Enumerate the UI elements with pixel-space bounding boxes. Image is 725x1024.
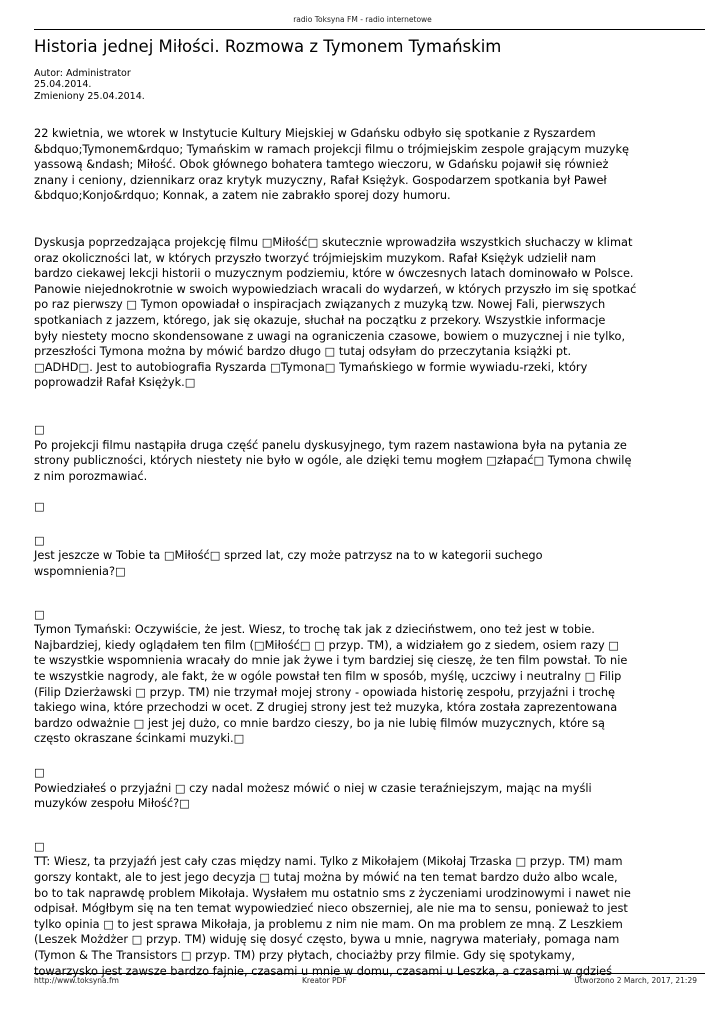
text-line: Jest jeszcze w Tobie ta □Miłość□ sprzed lat, czy może patrzysz na to w kategorii suchego [34, 548, 543, 563]
text-line: (Tymon & The Transistors □ przyp. TM) przy płytach, chociażby przy filmie. Gdy się spotykamy, [34, 947, 576, 962]
page-header: radio Toksyna FM - radio internetowe [293, 15, 432, 24]
text-line: yassową &ndash; Miłość. Obok głównego bohatera tamtego wieczoru, w Gdańsku pojawił się również [34, 157, 609, 172]
text-line: bo to tak naprawdę problem Mikołaja. Wysłałem mu ostatnio sms z życzeniami urodzinowymi i nawet nie [34, 885, 631, 900]
question-2 [34, 781, 706, 812]
text-line: □ADHD□. Jest to autobiografia Ryszarda □Tymona□ Tymańskiego w formie wywiadu-rzeki, który [34, 359, 588, 374]
text-line: spotkaniach z jazzem, którego, jak się okazuje, słuchał na początku z przekory. Wszystkie informacje [34, 312, 606, 327]
text-line: bardzo ciekawej lekcji historii o muzycznym podziemiu, które w ówczesnych latach dominowało w Polsce. [34, 266, 634, 281]
paragraph-projection [34, 438, 706, 485]
placeholder-glyph: □ [34, 532, 45, 547]
paragraph-intro [34, 126, 706, 204]
text-line: 22 kwietnia, we wtorek w Instytucie Kultury Miejskiej w Gdańsku odbyło się spotkanie z Ryszardem [34, 126, 596, 140]
text-line: Dyskusja poprzedzająca projekcję filmu □Miłość□ skutecznie wprowadziła wszystkich słuchaczy w klimat [34, 234, 633, 249]
footer-url[interactable]: http://www.toksyna.fm [34, 976, 119, 985]
article-title: Historia jednej Miłości. Rozmowa z Tymonem Tymańskim [34, 37, 502, 56]
modified-line: Zmieniony 25.04.2014. [34, 90, 145, 102]
text-line: Najbardziej, kiedy oglądałem ten film (□Miłość□ □ przyp. TM), a widziałem go z siedem, osiem razy □ [34, 637, 619, 652]
text-line: Tymon Tymański: Oczywiście, że jest. Wiesz, to trochę tak jak z dzieciństwem, ono też jest w tobie. [34, 622, 595, 637]
text-line: (Leszek Możdżer □ przyp. TM) widuję się dosyć często, bywa u mnie, nagrywa materiały, pomaga nam [34, 932, 620, 947]
text-line: po raz pierwszy □ Tymon opowiadał o inspiracjach związanych z muzyką tzw. Nowej Fali, pierwszych [34, 297, 606, 312]
text-line: muzyków zespołu Miłość?□ [34, 796, 190, 811]
answer-2 [34, 854, 706, 979]
text-line: Powiedziałeś o przyjaźni □ czy nadal możesz mówić o niej w czasie teraźniejszym, mając na myśli [34, 780, 592, 795]
footer-created: Utworzono 2 March, 2017, 21:29 [574, 976, 697, 985]
text-line: bardzo odważnie □ jest jej dużo, co mnie bardzo cieszy, bo ja nie lubię filmów muzycznych, które są [34, 715, 605, 730]
text-line: &bdquo;Tymonem&rdquo; Tymańskim w ramach projekcji filmu o trójmiejskim zespole grającym muzykę [34, 141, 630, 156]
placeholder-glyph: □ [34, 421, 45, 436]
text-line: strony publiczności, których niestety nie było w ogóle, ale dzięki temu mogłem □złapać□ Tymona chwilę [34, 453, 632, 468]
text-line: towarzysko jest zawsze bardzo fajnie, czasami u mnie w domu, czasami u Leszka, a czasami w gdzieś [34, 963, 613, 978]
text-line: poprowadził Rafał Księżyk.□ [34, 375, 196, 390]
text-line: takiego wina, które przechodzi w ocet. Z drugiej strony jest też muzyka, która została zaprezentowana [34, 700, 618, 715]
text-line: (Filip Dzierżawski □ przyp. TM) nie trzymał mojej strony - opowiada historię zespołu, przyjaźni i trochę [34, 684, 616, 699]
text-line: często okraszane ścinkami muzyki.□ [34, 731, 245, 746]
text-line: wspomnienia?□ [34, 564, 126, 579]
text-line: tylko opinia □ to jest sprawa Mikołaja, ja problemu z nim nie mam. On ma problem ze mną. Z Leszkiem [34, 916, 623, 931]
article-meta [34, 68, 145, 102]
article-body [34, 126, 706, 979]
author-line: Autor: Administrator [34, 68, 131, 79]
text-line: odpisał. Mógłbym się na ten temat wypowiedzieć nieco obszerniej, ale nie ma to sensu, ponieważ to jest [34, 901, 628, 916]
text-line: &bdquo;Konjo&rdquo; Konnak, a zatem nie zabrakło sporej dozy humoru. [34, 188, 451, 203]
footer-generator: Kreator PDF [302, 976, 347, 985]
paragraph-discussion [34, 235, 706, 391]
text-line: te wszystkie wspomnienia wracały do mnie jak żywe i tym bardziej się cieszę, że ten film powstał. To nie [34, 653, 628, 668]
placeholder-glyph: □ [34, 765, 45, 779]
text-line: gorszy kontakt, ale to jest jego decyzja □ tutaj można by mówić na ten temat bardzo dużo albo wcale, [34, 869, 618, 884]
text-line: były niestety mocno skondensowane z uwagi na ograniczenia czasowe, bowiem o muzycznej i nie tylko, [34, 328, 626, 343]
text-line: TT: Wiesz, ta przyjaźń jest cały czas między nami. Tylko z Mikołajem (Mikołaj Trzaska □ przyp. TM) mam [34, 854, 623, 869]
text-line: przeszłości Tymona można by mówić bardzo długo □ tutaj odsyłam do przeczytania książki pt. [34, 344, 572, 359]
placeholder-glyph: □ [34, 499, 45, 514]
text-line: Po projekcji filmu nastąpiła druga część panelu dyskusyjnego, tym razem nastawiona była na pytania ze [34, 437, 627, 452]
answer-1 [34, 622, 706, 747]
placeholder-glyph: □ [34, 606, 45, 621]
question-1 [34, 548, 706, 579]
text-line: oraz okoliczności lat, w których przyszło tworzyć trójmiejskim muzykom. Rafał Księżyk udzielił nam [34, 250, 597, 265]
placeholder-glyph: □ [34, 838, 45, 853]
text-line: Panowie niejednokrotnie w swoich wypowiedziach wracali do wydarzeń, w których przyszło im się spotkać [34, 281, 637, 296]
header-divider [34, 29, 705, 30]
text-line: te wszystkie nagrody, ale fakt, że w ogóle powstał ten film w sposób, myślę, uczciwy i neutralny □ Filip [34, 669, 622, 684]
text-line: znany i ceniony, dziennikarz oraz krytyk muzyczny, Rafał Księżyk. Gospodarzem spotkania był Paweł [34, 172, 607, 187]
footer-divider [34, 973, 705, 974]
text-line: z nim porozmawiać. [34, 468, 148, 483]
date-line: 25.04.2014. [34, 79, 92, 91]
